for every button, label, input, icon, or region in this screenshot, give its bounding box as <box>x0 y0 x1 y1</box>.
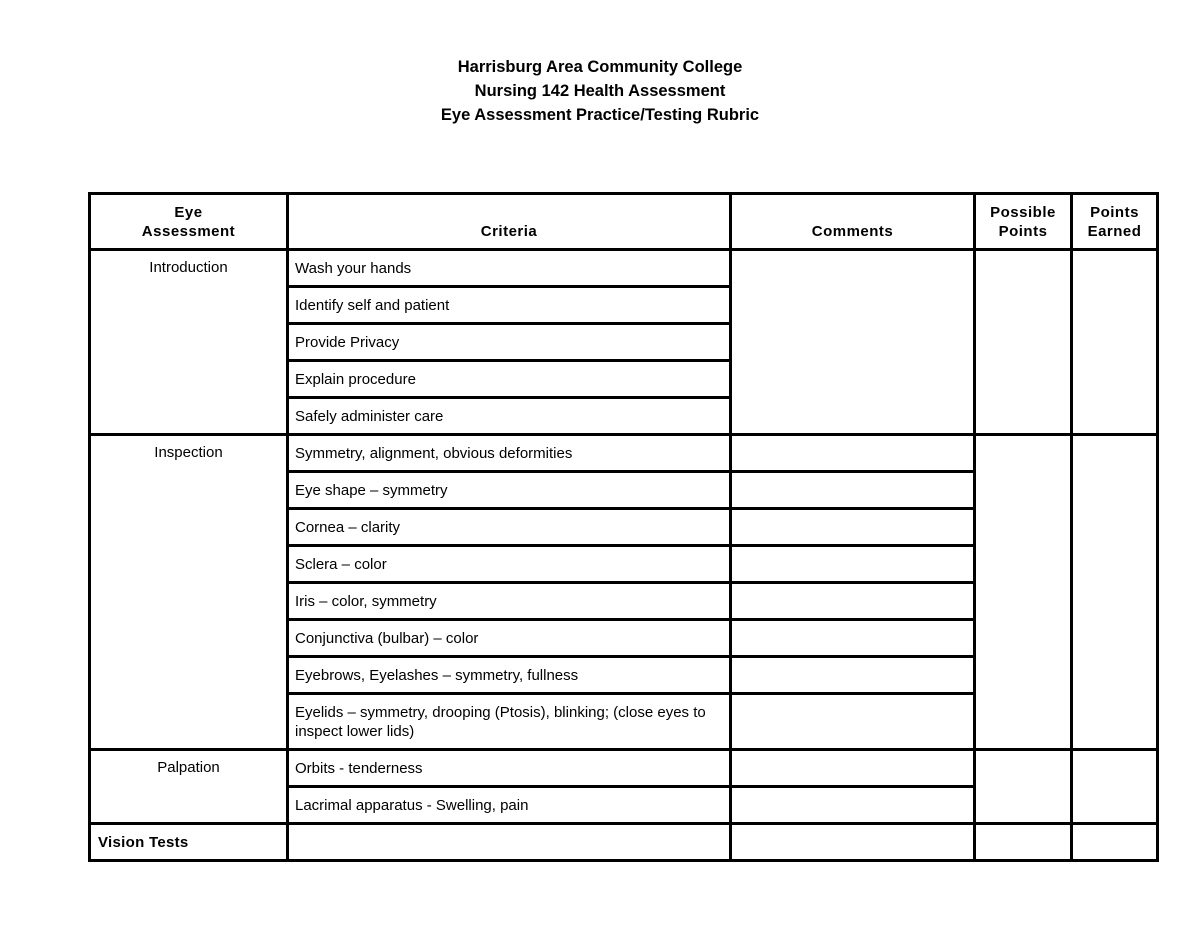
points-earned-cell-vision[interactable] <box>1072 824 1158 861</box>
table-row <box>90 750 1158 787</box>
possible-points-cell-inspection[interactable] <box>975 435 1072 750</box>
comments-cell[interactable] <box>731 620 975 657</box>
criteria-cell: Eyebrows, Eyelashes – symmetry, fullness <box>288 657 731 694</box>
comments-cell[interactable] <box>731 657 975 694</box>
comments-cell[interactable] <box>731 509 975 546</box>
table-row <box>90 824 1158 861</box>
section-label-vision-tests: Vision Tests <box>90 824 288 861</box>
rubric-title: Eye Assessment Practice/Testing Rubric <box>440 106 760 124</box>
comments-cell[interactable] <box>731 694 975 750</box>
table-row <box>90 250 1158 287</box>
table-row <box>90 435 1158 472</box>
criteria-cell: Safely administer care <box>288 398 731 435</box>
possible-points-cell-vision[interactable] <box>975 824 1072 861</box>
criteria-cell: Eyelids – symmetry, drooping (Ptosis), blinking; (close eyes to inspect lower lids) <box>288 694 731 750</box>
section-label-inspection: Inspection <box>90 435 288 750</box>
points-earned-cell-palpation[interactable] <box>1072 750 1158 824</box>
criteria-cell: Lacrimal apparatus - Swelling, pain <box>288 787 731 824</box>
points-earned-cell-introduction[interactable] <box>1072 250 1158 435</box>
criteria-cell: Iris – color, symmetry <box>288 583 731 620</box>
college-name: Harrisburg Area Community College <box>457 58 743 76</box>
criteria-cell: Conjunctiva (bulbar) – color <box>288 620 731 657</box>
criteria-cell: Sclera – color <box>288 546 731 583</box>
criteria-cell: Explain procedure <box>288 361 731 398</box>
criteria-cell: Cornea – clarity <box>288 509 731 546</box>
criteria-cell: Eye shape – symmetry <box>288 472 731 509</box>
criteria-cell: Provide Privacy <box>288 324 731 361</box>
column-header-possible-points: Possible Points <box>975 194 1072 250</box>
column-header-eye-assessment: Eye Assessment <box>90 194 288 250</box>
course-title: Nursing 142 Health Assessment <box>474 82 726 100</box>
points-earned-cell-inspection[interactable] <box>1072 435 1158 750</box>
comments-cell[interactable] <box>731 546 975 583</box>
comments-cell[interactable] <box>731 787 975 824</box>
comments-cell[interactable] <box>731 472 975 509</box>
comments-cell[interactable] <box>731 435 975 472</box>
table-header-row <box>90 194 1158 250</box>
criteria-cell: Identify self and patient <box>288 287 731 324</box>
column-header-criteria: Criteria <box>288 194 731 250</box>
criteria-cell[interactable] <box>288 824 731 861</box>
column-header-points-earned: Points Earned <box>1072 194 1158 250</box>
criteria-cell: Symmetry, alignment, obvious deformities <box>288 435 731 472</box>
comments-cell-introduction[interactable] <box>731 250 975 435</box>
criteria-cell: Orbits - tenderness <box>288 750 731 787</box>
section-label-introduction: Introduction <box>90 250 288 435</box>
possible-points-cell-introduction[interactable] <box>975 250 1072 435</box>
comments-cell[interactable] <box>731 583 975 620</box>
column-header-comments: Comments <box>731 194 975 250</box>
criteria-cell: Wash your hands <box>288 250 731 287</box>
possible-points-cell-palpation[interactable] <box>975 750 1072 824</box>
document-header <box>0 55 1200 127</box>
section-label-palpation: Palpation <box>90 750 288 824</box>
comments-cell[interactable] <box>731 824 975 861</box>
comments-cell[interactable] <box>731 750 975 787</box>
eye-assessment-rubric-table <box>88 192 1159 862</box>
